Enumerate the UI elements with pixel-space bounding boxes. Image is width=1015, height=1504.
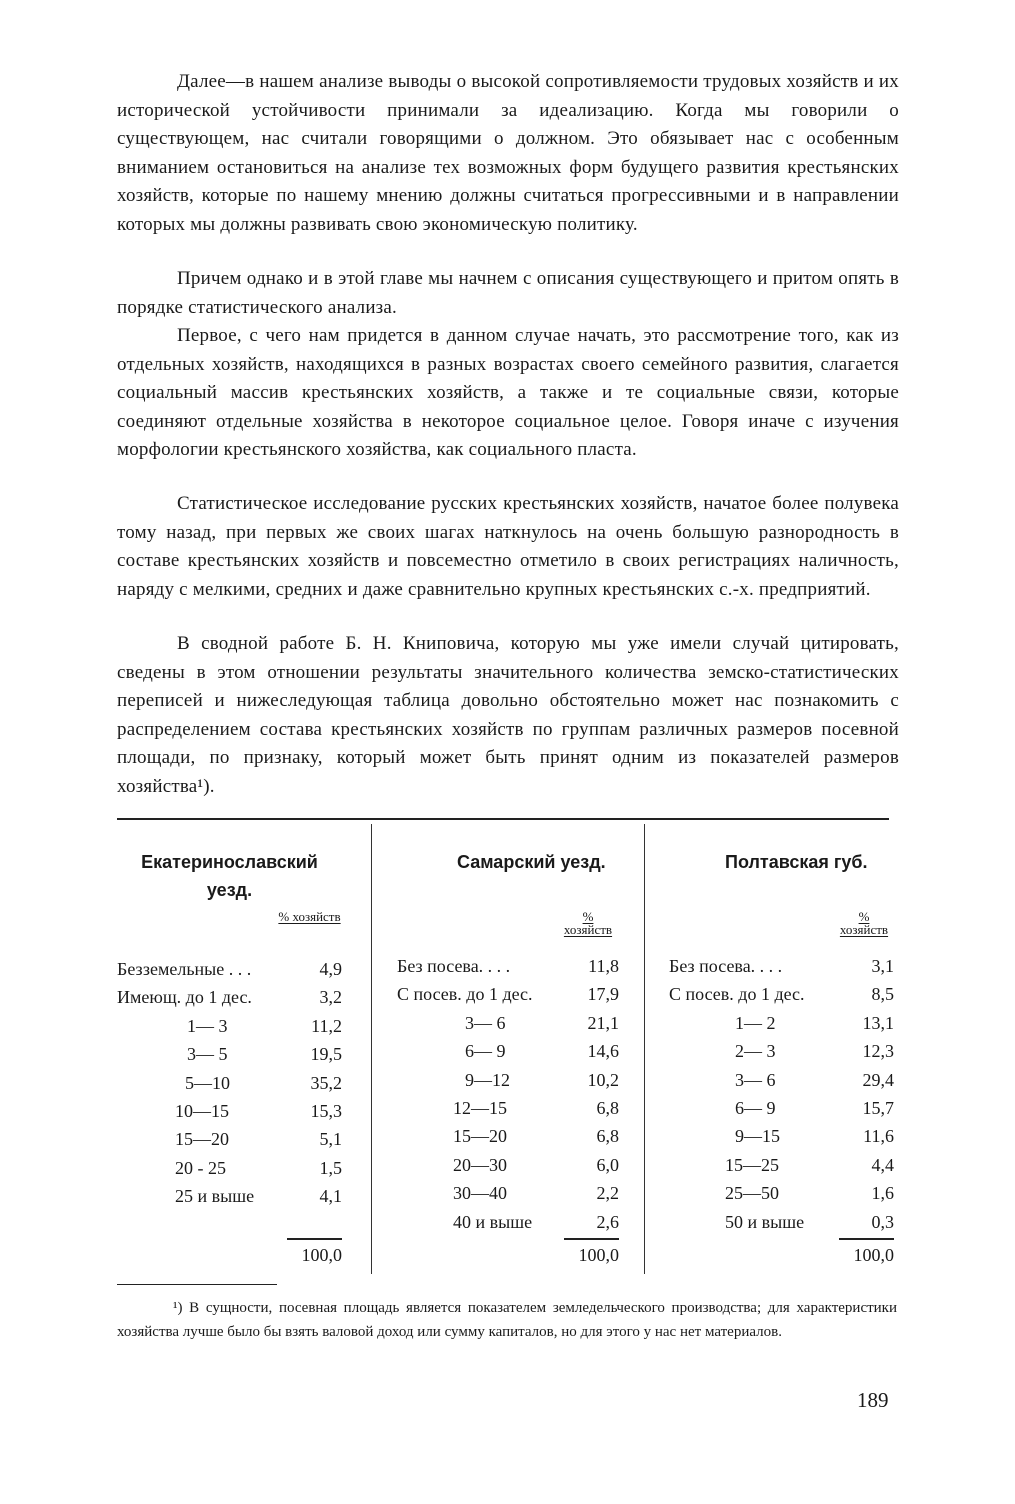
footnote: ¹) В сущности, посевная площадь является показателем земледельческого производства; для характеристики хозяйства лучше было бы взять валовой доход или сумму капиталов, но для этого у нас нет материалов. bbox=[117, 1300, 897, 1340]
row-label: 25—50 bbox=[725, 1183, 779, 1204]
row-label: Без посева. . . . bbox=[669, 956, 783, 976]
row-label: 10—15 bbox=[175, 1100, 229, 1121]
row-label: 20—30 bbox=[453, 1154, 507, 1175]
row-label: С посев. до 1 дес. bbox=[397, 984, 533, 1005]
paragraph-4: Статистическое исследование русских крестьянских хозяйств, начатое более полувека тому назад, при первых же своих шагах наткнулось на очень большую разнородность в составе крестьянских хозяйств и повсеместно отметило в своих регистрациях наличность, наряду с мелкими, средних и даже сравнительно крупных крестьянских с.-х. предприятий. bbox=[117, 493, 899, 600]
column-total: 100,0 bbox=[839, 1238, 894, 1267]
row-value: 15,7 bbox=[862, 1097, 894, 1118]
row-value: 4,4 bbox=[871, 1154, 894, 1175]
table-row bbox=[397, 1009, 619, 1037]
row-label: 30—40 bbox=[453, 1183, 507, 1204]
table-row bbox=[397, 1094, 619, 1122]
row-label: 15—20 bbox=[453, 1126, 507, 1147]
table-row bbox=[117, 1182, 342, 1210]
row-value: 8,5 bbox=[871, 984, 894, 1005]
table-row bbox=[669, 1009, 894, 1037]
percent-header: % хозяйств bbox=[839, 909, 889, 937]
table-row bbox=[397, 980, 619, 1008]
row-value: 15,3 bbox=[310, 1100, 342, 1121]
table-column-ekaterinoslav bbox=[117, 818, 342, 1278]
row-label: 1— 3 bbox=[187, 1015, 228, 1036]
row-label: 50 и выше bbox=[725, 1211, 805, 1232]
row-value: 13,1 bbox=[862, 1012, 894, 1033]
row-value: 2,6 bbox=[596, 1211, 619, 1232]
footnote-rule bbox=[117, 1284, 277, 1285]
row-label: Имеющ. до 1 дес. bbox=[117, 987, 252, 1008]
row-value: 0,3 bbox=[871, 1211, 894, 1232]
row-label: 1— 2 bbox=[735, 1012, 776, 1033]
row-label: 3— 6 bbox=[735, 1069, 776, 1090]
row-label: 3— 5 bbox=[187, 1044, 228, 1065]
table-row bbox=[397, 1208, 619, 1236]
percent-header: % хозяйств bbox=[563, 909, 613, 937]
row-value: 11,6 bbox=[863, 1126, 894, 1147]
table-row bbox=[397, 952, 619, 980]
row-label: 12—15 bbox=[453, 1097, 507, 1118]
row-value: 29,4 bbox=[862, 1069, 894, 1090]
table-row bbox=[669, 980, 894, 1008]
page-number: 189 bbox=[857, 1388, 889, 1412]
column-title: Полтавская губ. bbox=[725, 852, 868, 872]
table-row bbox=[669, 1208, 894, 1236]
paragraph-3: Первое, с чего нам придется в данном случае начать, это рассмотрение того, как из отдельных хозяйств, находящихся в разных возрастах своего семейного развития, слагается социальный массив крестьянских хозяйств, а также и те социальные связи, которые соединяют отдельные хозяйства в некоторое социальное целое. Говоря иначе с изучения морфологии крестьянского хозяйства, как социального пласта. bbox=[117, 325, 899, 460]
table-row bbox=[117, 1097, 342, 1125]
row-value: 19,5 bbox=[310, 1044, 342, 1065]
table-row bbox=[669, 1151, 894, 1179]
table-row bbox=[669, 1122, 894, 1150]
row-value: 3,1 bbox=[871, 956, 894, 976]
table-row bbox=[117, 1040, 342, 1068]
paragraph-1: Далее—в нашем анализе выводы о высокой сопротивляемости трудовых хозяйств и их исторической устойчивости принимали за идеализацию. Когда мы говорили о существующем, нас считали говорящими о должном. Это обязывает нас с особенным вниманием остановиться на анализе тех возможных форм будущего развития крестьянских хозяйств, которые по нашему мнению должны считаться прогрессивными и в направлении которых мы должны развивать свою экономическую политику. bbox=[117, 71, 899, 235]
row-value: 6,8 bbox=[596, 1126, 619, 1147]
table-row bbox=[669, 952, 894, 980]
row-label: 15—25 bbox=[725, 1154, 779, 1175]
row-value: 6,0 bbox=[596, 1154, 619, 1175]
table-row bbox=[117, 1154, 342, 1182]
row-label: 6— 9 bbox=[465, 1041, 506, 1062]
row-label: 25 и выше bbox=[175, 1186, 255, 1207]
row-label: 2— 3 bbox=[735, 1041, 776, 1062]
row-label: 40 и выше bbox=[453, 1211, 533, 1232]
table-row bbox=[397, 1037, 619, 1065]
column-total: 100,0 bbox=[564, 1238, 619, 1267]
table-row bbox=[669, 1037, 894, 1065]
table-row bbox=[397, 1179, 619, 1207]
row-label: 15—20 bbox=[175, 1129, 229, 1150]
row-value: 17,9 bbox=[587, 984, 619, 1005]
row-label: 6— 9 bbox=[735, 1097, 776, 1118]
row-label: 9—12 bbox=[465, 1069, 510, 1090]
row-value: 4,1 bbox=[319, 1186, 342, 1207]
row-value: 1,5 bbox=[319, 1157, 342, 1178]
row-label: Без посева. . . . bbox=[397, 956, 511, 976]
table-row bbox=[397, 1151, 619, 1179]
row-value: 21,1 bbox=[587, 1012, 619, 1033]
row-value: 5,1 bbox=[319, 1129, 342, 1150]
row-label: 20 - 25 bbox=[175, 1157, 226, 1178]
row-value: 3,2 bbox=[319, 987, 342, 1008]
column-rows bbox=[669, 952, 894, 1236]
row-label: С посев. до 1 дес. bbox=[669, 984, 805, 1005]
row-label: 9—15 bbox=[735, 1126, 780, 1147]
row-value: 14,6 bbox=[587, 1041, 619, 1062]
table-row bbox=[117, 983, 342, 1011]
row-label: 5—10 bbox=[185, 1072, 230, 1093]
distribution-table bbox=[117, 818, 899, 1278]
column-total: 100,0 bbox=[287, 1238, 342, 1267]
table-row bbox=[397, 1122, 619, 1150]
column-title: Екатеринославский уезд. bbox=[141, 852, 318, 900]
table-row bbox=[669, 1094, 894, 1122]
row-value: 35,2 bbox=[310, 1072, 342, 1093]
row-value: 10,2 bbox=[587, 1069, 619, 1090]
paragraph-2: Причем однако и в этой главе мы начнем с описания существующего и притом опять в порядке статистического анализа. bbox=[117, 268, 899, 318]
table-row bbox=[397, 1066, 619, 1094]
table-row bbox=[117, 1069, 342, 1097]
row-value: 11,2 bbox=[311, 1015, 342, 1036]
percent-header: % хозяйств bbox=[278, 909, 341, 924]
table-row bbox=[117, 1012, 342, 1040]
table-row bbox=[117, 955, 342, 983]
table-row bbox=[117, 1125, 342, 1153]
row-value: 4,9 bbox=[319, 959, 342, 979]
row-value: 11,8 bbox=[588, 956, 619, 976]
table-column-poltava bbox=[669, 818, 894, 1278]
row-value: 6,8 bbox=[596, 1097, 619, 1118]
table-column-samara bbox=[397, 818, 619, 1278]
table-row bbox=[669, 1179, 894, 1207]
table-row bbox=[669, 1066, 894, 1094]
row-value: 2,2 bbox=[596, 1183, 619, 1204]
row-value: 12,3 bbox=[862, 1041, 894, 1062]
row-label: 3— 6 bbox=[465, 1012, 506, 1033]
column-divider bbox=[644, 824, 645, 1274]
row-value: 1,6 bbox=[871, 1183, 894, 1204]
column-title: Самарский уезд. bbox=[457, 852, 606, 872]
row-label: Безземельные . . . bbox=[117, 959, 252, 979]
column-rows bbox=[117, 955, 342, 1211]
paragraph-5: В сводной работе Б. Н. Книповича, которую мы уже имели случай цитировать, сведены в этом отношении результаты значительного количества земско-статистических переписей и нижеследующая таблица довольно обстоятельно может нас познакомить с распределением состава крестьянских хозяйств по группам различных размеров посевной площади, по признаку, который может быть принят одним из показателей размеров хозяйства¹). bbox=[117, 633, 899, 797]
column-rows bbox=[397, 952, 619, 1236]
column-divider bbox=[371, 824, 372, 1274]
